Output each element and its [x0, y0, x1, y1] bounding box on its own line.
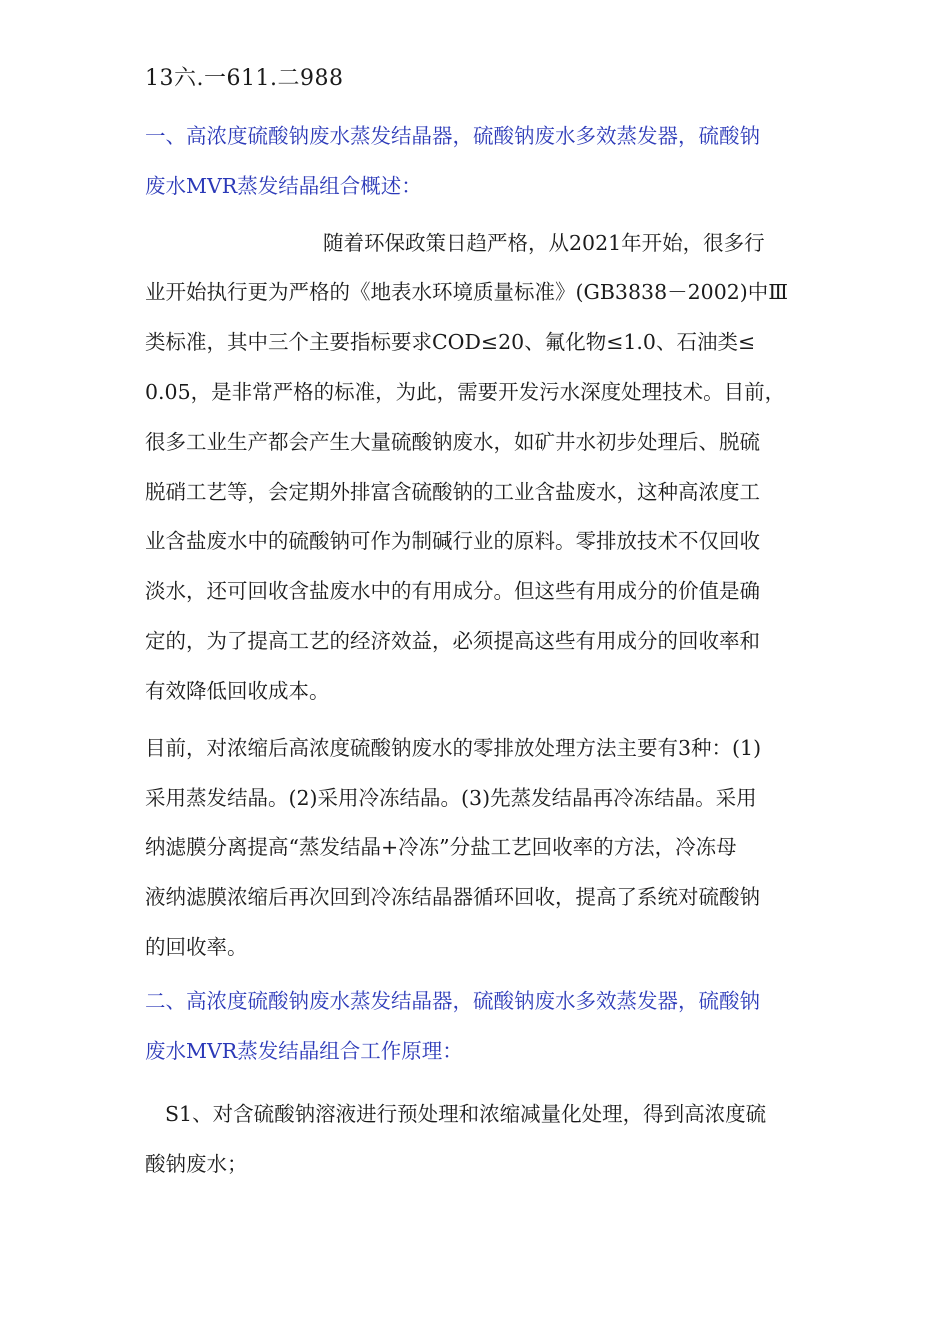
para1-line: 0.05，是非常严格的标准，为此，需要开发污水深度处理技术。目前， [145, 380, 786, 404]
section1-heading-line1: 一、高浓度硫酸钠废水蒸发结晶器，硫酸钠废水多效蒸发器，硫酸钠 [145, 124, 760, 148]
para1-line: 脱硝工艺等，会定期外排富含硫酸钠的工业含盐废水，这种高浓度工 [145, 480, 760, 504]
para1-line: 业含盐废水中的硫酸钠可作为制碱行业的原料。零排放技术不仅回收 [145, 529, 760, 553]
para3-line: 酸钠废水； [145, 1152, 248, 1176]
section2-heading-line1: 二、高浓度硫酸钠废水蒸发结晶器，硫酸钠废水多效蒸发器，硫酸钠 [145, 989, 760, 1013]
para1-line: 很多工业生产都会产生大量硫酸钠废水，如矿井水初步处理后、脱硫 [145, 430, 760, 454]
para1-line: 淡水，还可回收含盐废水中的有用成分。但这些有用成分的价值是确 [145, 579, 760, 603]
para2-line: 的回收率。 [145, 935, 248, 959]
section1-heading-line2: 废水MVR蒸发结晶组合概述： [145, 174, 422, 198]
para2-line: 纳滤膜分离提高“蒸发结晶+冷冻”分盐工艺回收率的方法，冷冻母 [145, 835, 737, 859]
para2-line: 目前，对浓缩后高浓度硫酸钠废水的零排放处理方法主要有3种：(1) [145, 736, 762, 760]
para2-line: 采用蒸发结晶。(2)采用冷冻结晶。(3)先蒸发结晶再冷冻结晶。采用 [145, 786, 757, 810]
para1-line: 业开始执行更为严格的《地表水环境质量标准》(GB3838－2002)中Ⅲ [145, 280, 789, 304]
para3-line: S1、对含硫酸钠溶液进行预处理和浓缩减量化处理，得到高浓度硫 [165, 1102, 767, 1126]
section2-heading-line2: 废水MVR蒸发结晶组合工作原理： [145, 1039, 463, 1063]
para1-line: 类标准，其中三个主要指标要求COD≤20、氟化物≤1.0、石油类≤ [145, 330, 756, 354]
para1-line: 有效降低回收成本。 [145, 679, 330, 703]
para1-line: 定的，为了提高工艺的经济效益，必须提高这些有用成分的回收率和 [145, 629, 760, 653]
para2-line: 液纳滤膜浓缩后再次回到冷冻结晶器循环回收，提高了系统对硫酸钠 [145, 885, 760, 909]
para1-line: 随着环保政策日趋严格，从2021年开始，很多行 [323, 231, 765, 255]
document-code: 13六.一611.二988 [145, 66, 344, 91]
